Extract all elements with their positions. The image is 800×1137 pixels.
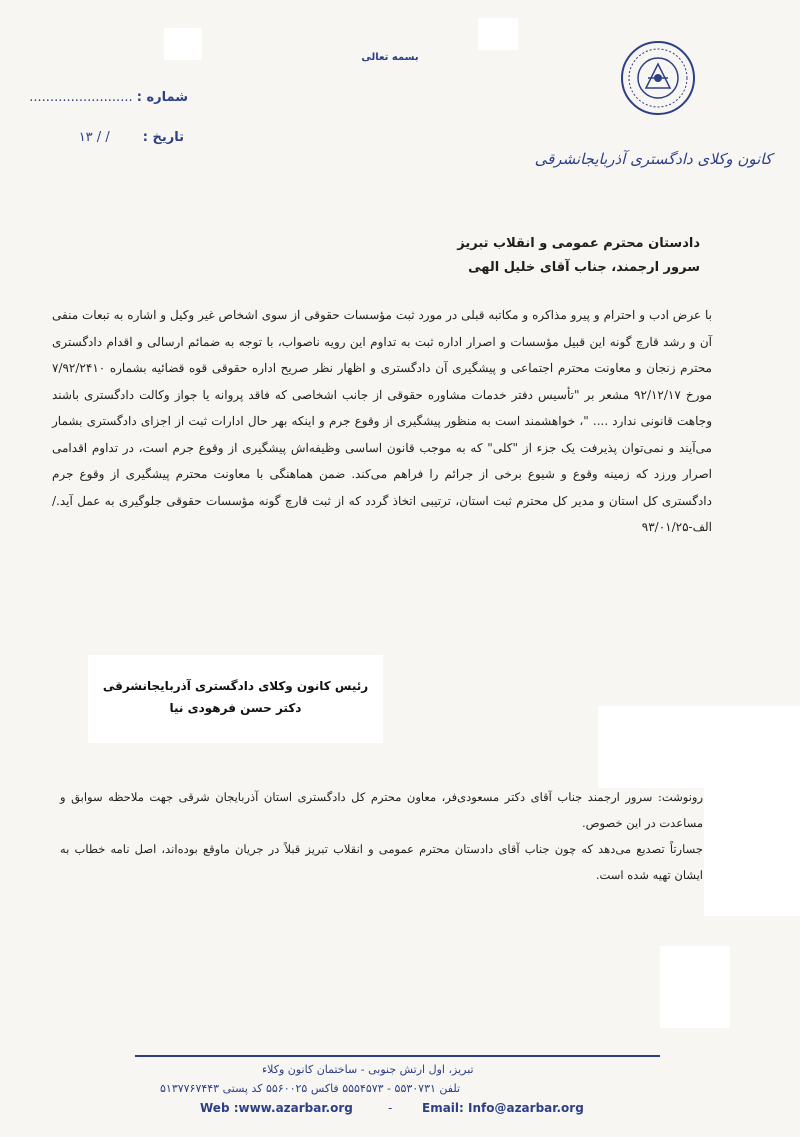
cc-paragraph: رونوشت: سرور ارجمند جناب آقای دکتر مسعودی‌فر، معاون محترم کل دادگستری استان آذربایجان شرقی جهت ملاحظه سوابق و مساعدت در این خصوص. (60, 790, 703, 830)
letter-date-label: تاریخ : (142, 130, 184, 145)
signatory-title: رئیس کانون وکلای دادگستری آذربایجانشرقی (102, 679, 369, 693)
redacted-area (164, 28, 202, 60)
footer-address: تبریز، اول ارتش جنوبی - ساختمان کانون وکلاء (262, 1063, 474, 1076)
bismillah-heading: بسمه تعالی (361, 52, 419, 63)
footer-separator: - (388, 1101, 393, 1115)
letter-date (79, 130, 184, 145)
redacted-area (704, 784, 800, 916)
addressee-line: دادستان محترم عمومی و انقلاب تبریز (457, 236, 700, 251)
signatory-name: دکتر حسن فرهودی نیا (169, 701, 302, 715)
addressee-block (300, 232, 700, 280)
letter-number (29, 90, 188, 105)
footer-contacts: تلفن ۵۵۳۰۷۳۱ - ۵۵۵۴۵۷۳ فاکس ۵۵۶۰۰۲۵ کد پستی ۵۱۳۷۷۶۷۴۴۳ (160, 1082, 461, 1095)
footer-email-link[interactable]: Email: Info@azarbar.org (422, 1101, 584, 1115)
footer-divider (135, 1055, 660, 1057)
footer-website-link[interactable]: Web :www.azarbar.org (200, 1101, 353, 1115)
cc-paragraph: جسارتاً تصدیع می‌دهد که چون جناب آقای دادستان محترم عمومی و انقلاب تبریز قبلاً در جریان ماوقع بوده‌اند، اصل نامه خطاب به ایشان تهیه شده است. (60, 842, 703, 882)
signature-block (88, 655, 383, 743)
organization-name: کانون وکلای دادگستری آذربایجانشرقی (534, 150, 772, 168)
letter-date-value: / / ۱۳ (78, 130, 110, 145)
letter-number-value: ......................... (29, 90, 133, 105)
addressee-line: سرور ارجمند، جناب آقای خلیل الهی (468, 260, 700, 275)
bar-association-emblem-icon (618, 38, 698, 118)
letter-body: با عرض ادب و احترام و پیرو مذاکره و مکاتبه قبلی در مورد ثبت مؤسسات حقوقی از سوی اشخاص غیر وکیل و اشاره به تبعات منفی آن و رشد قارچ گونه این قبیل مؤسسات و اصرار اداره ثبت به تداوم این رویه ناصواب، با توجه به ضمائم ارسالی و اقدام دادگستری محترم زنجان و معاونت محترم اجتماعی و پیشگیری آن دادگستری و اظهار نظر صریح اداره حقوقی قوه قضائیه بشماره ۷/۹۲/۲۴۱۰ مورخ ۹۲/۱۲/۱۷ مشعر بر "تأسیس دفتر خدمات مشاوره حقوقی از جانب اشخاصی که فاقد پروانه یا جواز وکالت دادگستری باشند وجاهت قانونی ندارد .... "، خواهشمند است به منظور پیشگیری از وقوع جرم و اینکه بهر حال ادارات ثبت از اجزای دادگستری بشمار می‌آیند و نمی‌توان پذیرفت یک جزء از "کلی" که به موجب قانون اساسی وظیفه‌اش پیشگیری از وقوع جرم است، در تداوم اقدامی اصرار ورزد که زمینه وقوع و شیوع برخی از جرائم را فراهم می‌کند. ضمن هماهنگی با معاونت محترم پیشگیری از وقوع جرم دادگستری کل استان و مدیر کل محترم ثبت استان، ترتیبی اتخاذ گردد که از ثبت قارچ گونه مؤسسات حقوقی جلوگیری به عمل آید./الف-۹۳/۰۱/۲۵ (52, 308, 713, 534)
letter-number-label: شماره : (136, 90, 188, 105)
redacted-area (660, 946, 730, 1028)
redacted-area (598, 706, 800, 788)
carbon-copy-block (60, 784, 703, 888)
redacted-area (478, 18, 518, 50)
